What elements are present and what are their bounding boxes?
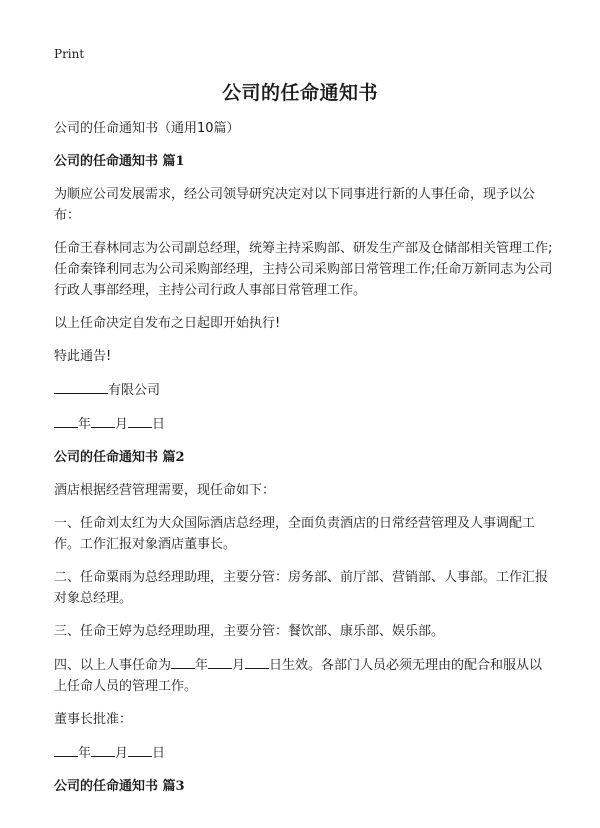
date-year-label: 年 <box>78 417 92 432</box>
date-day-label: 日 <box>152 746 166 761</box>
section-number: 篇1 <box>162 154 185 169</box>
section-number: 篇2 <box>162 450 185 465</box>
blank-underline <box>54 413 78 428</box>
effective-suffix: 日生效。各部门人员必须无理由的配合和服从以上任命人员的管理工作。 <box>54 658 543 694</box>
paragraph: 以上任命决定自发布之日起即开始执行! <box>54 316 281 331</box>
effective-year-label: 年 <box>195 658 209 673</box>
date-day-label: 日 <box>152 417 166 432</box>
effective-prefix: 四、以上人事任命为 <box>54 658 172 673</box>
section-heading-text: 公司的任命通知书 <box>54 779 159 794</box>
section-heading-text: 公司的任命通知书 <box>54 450 159 465</box>
date-line <box>54 742 554 764</box>
document-body <box>54 118 554 809</box>
blank-underline <box>128 413 152 428</box>
paragraph: 为顺应公司发展需求，经公司领导研究决定对以下同事进行新的人事任命，现予以公布： <box>54 187 536 223</box>
date-month-label: 月 <box>115 746 129 761</box>
document-subtitle: 公司的任命通知书（通用10篇） <box>54 121 240 136</box>
blank-underline <box>171 654 195 669</box>
blank-underline <box>54 379 108 394</box>
paragraph: 二、任命粟雨为总经理助理，主要分管：房务部、前厅部、营销部、人事部。工作汇报对象总经理。 <box>54 570 549 606</box>
company-signature-line <box>54 379 554 401</box>
date-month-label: 月 <box>115 417 129 432</box>
blank-underline <box>245 654 269 669</box>
paragraph: 酒店根据经营管理需要，现任命如下： <box>54 483 276 498</box>
paragraph: 任命王春林同志为公司副总经理，统筹主持采购部、研发生产部及仓储部相关管理工作;任命秦锋利同志为公司采购部经理，主持公司采购部日常管理工作;任命万新同志为公司行政人事部经理，主持公司行政人事部日常管理工作。 <box>54 241 553 298</box>
effective-date-paragraph <box>54 654 554 697</box>
company-suffix: 有限公司 <box>108 383 161 398</box>
document-title: 公司的任命通知书 <box>221 82 378 104</box>
blank-underline <box>208 654 232 669</box>
approval-line: 董事长批准： <box>54 712 133 727</box>
effective-month-label: 月 <box>232 658 246 673</box>
blank-underline <box>91 413 115 428</box>
section-number: 篇3 <box>162 779 185 794</box>
date-line <box>54 413 554 435</box>
paragraph: 一、任命刘太红为大众国际酒店总经理，全面负责酒店的日常经营管理及人事调配工作。工作汇报对象酒店董事长。 <box>54 516 536 552</box>
section-heading <box>54 447 554 468</box>
paragraph: 三、任命王婷为总经理助理，主要分管：餐饮部、康乐部、娱乐部。 <box>54 624 445 639</box>
section-heading-text: 公司的任命通知书 <box>54 154 159 169</box>
blank-underline <box>91 742 115 757</box>
date-year-label: 年 <box>78 746 92 761</box>
section-heading <box>54 151 554 172</box>
blank-underline <box>128 742 152 757</box>
blank-underline <box>54 742 78 757</box>
section-heading <box>54 776 554 797</box>
print-link[interactable]: Print <box>54 47 85 61</box>
paragraph: 特此通告! <box>54 349 112 364</box>
